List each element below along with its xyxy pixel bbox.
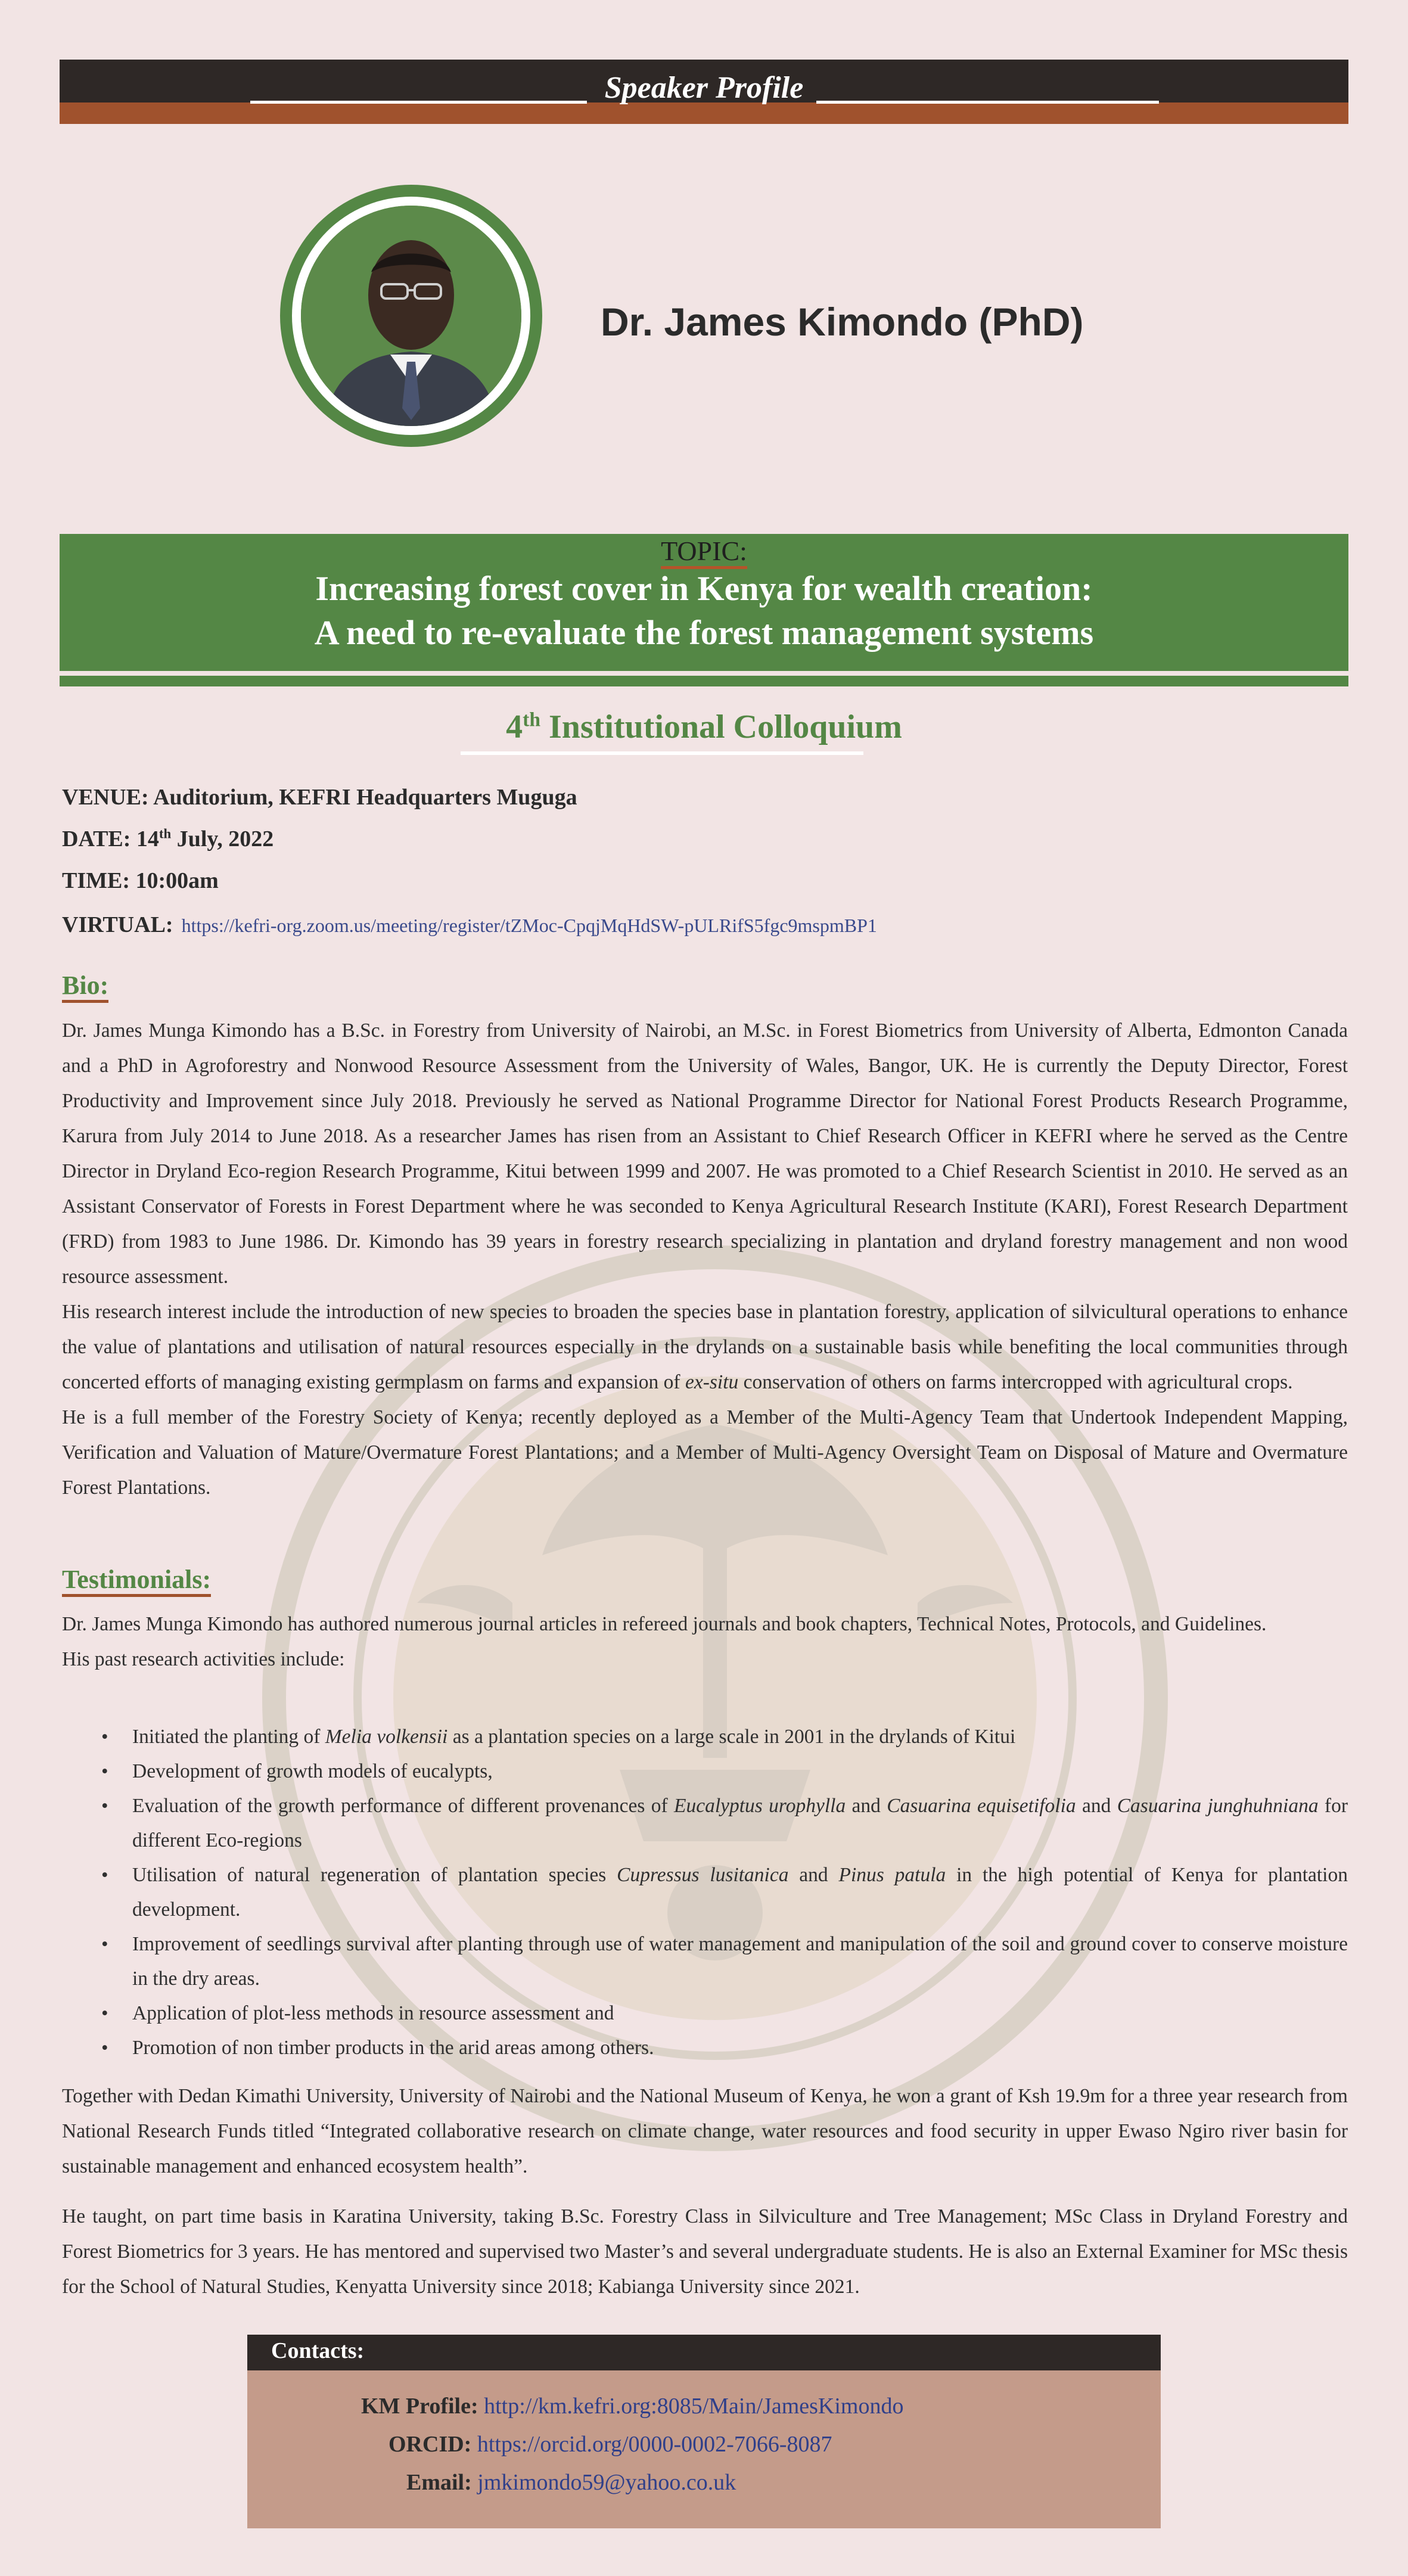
bio-paragraph-1: Dr. James Munga Kimondo has a B.Sc. in Forestry from University of Nairobi, an M.Sc. in Forest Biometrics from University of Alberta, Edmonton Canada and a PhD in Agroforestry and Nonwood Resource Assessment from the University of Wales, Bangor, UK. He is currently the Deputy Director, Forest Productivity and Improvement since July 2018. Previously he served as National Programme Director for National Forest Products Research Programme, Karura from July 2014 to June 2018. As a researcher James has risen from an Assistant to Chief Research Officer in KEFRI where he served as the Centre Director in Dryland Eco-region Research Programme, Kitui between 1999 and 2007. He was promoted to a Chief Research Scientist in 2010. He served as an Assistant Conservator of Forests in Forest Department where he was seconded to Kenya Agricultural Research Institute (KARI), Forest Research Department (FRD) from 1983 to June 1986. Dr. Kimondo has 39 years in forestry research specializing in plantation and dryland forestry management and non wood resource assessment. <box>62 1020 1348 1288</box>
list-item: • Development of growth models of eucalypts, <box>62 1754 1348 1789</box>
testimonials-heading: Testimonials: <box>62 1564 211 1595</box>
orcid-link[interactable]: https://orcid.org/0000-0002-7066-8087 <box>477 2432 832 2457</box>
testimonials-paragraph-2: His past research activities include: <box>62 1648 345 1670</box>
topic-title-line-2: A need to re-evaluate the forest management systems <box>314 613 1094 652</box>
email-link[interactable]: jmkimondo59@yahoo.co.uk <box>477 2470 736 2495</box>
km-profile-link[interactable]: http://km.kefri.org:8085/Main/JamesKimondo <box>484 2394 904 2419</box>
person-photo-icon <box>301 206 521 426</box>
time-row: TIME: 10:00am <box>62 868 219 893</box>
list-item: • Initiated the planting of Melia volkensii as a plantation species on a large scale in 2001 in the drylands of Kitui <box>62 1720 1348 1754</box>
colloquium-title: 4th Institutional Colloquium <box>506 709 902 745</box>
virtual-row: VIRTUAL: https://kefri-org.zoom.us/meeting/register/tZMoc-CpqjMqHdSW-pULRifS5fgc9mspmBP1 <box>62 912 877 937</box>
research-activities-list <box>62 1720 1348 2065</box>
orcid-row: ORCID: https://orcid.org/0000-0002-7066-8087 <box>388 2432 832 2457</box>
teaching-paragraph: He taught, on part time basis in Karatina University, taking B.Sc. Forestry Class in Silviculture and Tree Management; MSc Class in Dryland Forestry and Forest Biometrics for 3 years. He has mentored and supervised two Master’s and several undergraduate students. He is also an External Examiner for MSc thesis for the School of Natural Studies, Kenyatta University since 2018; Kabianga University since 2021. <box>62 2205 1348 2298</box>
testimonials-paragraph-1: Dr. James Munga Kimondo has authored numerous journal articles in refereed journals and book chapters, Technical Notes, Protocols, and Guidelines. <box>62 1613 1267 1635</box>
bio-heading: Bio: <box>62 970 108 1000</box>
bio-text <box>62 1013 1348 1505</box>
list-item: • Utilisation of natural regeneration of plantation species Cupressus lusitanica and Pinus patula in the high potential of Kenya for plantation development. <box>62 1858 1348 1927</box>
bio-paragraph-3: He is a full member of the Forestry Society of Kenya; recently deployed as a Member of the Multi-Agency Team that Undertook Independent Mapping, Verification and Valuation of Mature/Overmature Forest Plantations; and a Member of Multi-Agency Oversight Team on Disposal of Mature and Overmature Forest Plantations. <box>62 1406 1348 1499</box>
virtual-meeting-link[interactable]: https://kefri-org.zoom.us/meeting/register/tZMoc-CpqjMqHdSW-pULRifS5fgc9mspmBP1 <box>181 915 877 936</box>
email-row: Email: jmkimondo59@yahoo.co.uk <box>406 2470 736 2495</box>
bio-paragraph-2: His research interest include the introduction of new species to broaden the species base in plantation forestry, application of silvicultural operations to enhance the value of plantations and utilisation of natural resources especially in the drylands on a sustainable basis while benefiting the local communities through concerted efforts of managing existing germplasm on farms and expansion of ex-situ conservation of others on farms intercropped with agricultural crops. <box>62 1301 1348 1393</box>
contacts-header-bar <box>247 2335 1161 2370</box>
topic-label: TOPIC: <box>60 535 1348 567</box>
topic-divider <box>60 676 1348 686</box>
list-item: • Promotion of non timber products in the arid areas among others. <box>62 2031 1348 2065</box>
topic-banner <box>60 534 1348 671</box>
page-title: Speaker Profile <box>604 71 804 105</box>
speaker-name: Dr. James Kimondo (PhD) <box>601 300 1084 344</box>
colloquium-underline <box>461 751 863 755</box>
venue-row: VENUE: Auditorium, KEFRI Headquarters Muguga <box>62 785 577 810</box>
testimonials-intro <box>62 1606 1348 1677</box>
contacts-heading: Contacts: <box>271 2338 365 2363</box>
list-item: • Improvement of seedlings survival after planting through use of water management and manipulation of the soil and ground cover to conserve moisture in the dry areas. <box>62 1927 1348 1996</box>
speaker-photo <box>301 206 521 426</box>
date-row: DATE: 14th July, 2022 <box>62 826 274 852</box>
topic-title-line-1: Increasing forest cover in Kenya for wealth creation: <box>315 569 1093 608</box>
list-item: • Evaluation of the growth performance of different provenances of Eucalyptus urophylla and Casuarina equisetifolia and Casuarina junghuhniana for different Eco-regions <box>62 1789 1348 1858</box>
km-profile-row: KM Profile: http://km.kefri.org:8085/Main/JamesKimondo <box>361 2394 904 2419</box>
list-item: • Application of plot-less methods in resource assessment and <box>62 1996 1348 2031</box>
grant-paragraph: Together with Dedan Kimathi University, University of Nairobi and the National Museum of Kenya, he won a grant of Ksh 19.9m for a three year research from National Research Funds titled “Integrated collaborative research on climate change, water resources and food security in upper Ewaso Ngiro river basin for sustainable management and enhanced ecosystem health”. <box>62 2085 1348 2177</box>
header-accent-bar <box>60 102 1348 124</box>
